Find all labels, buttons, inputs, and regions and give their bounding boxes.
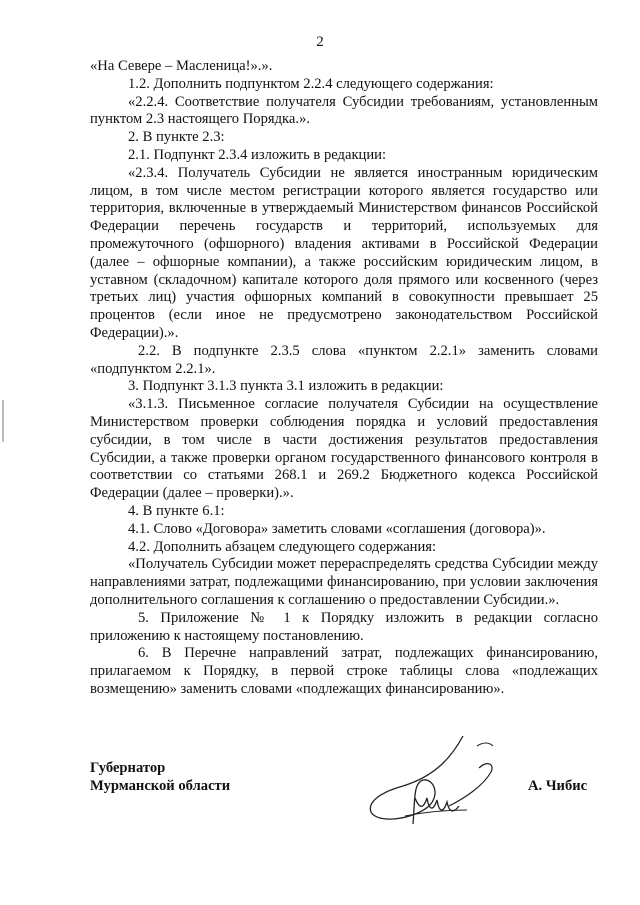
handwritten-signature-icon [355,728,515,828]
paragraph-2-1: 2.1. Подпункт 2.3.4 изложить в редакции: [128,146,387,163]
document-body [90,58,598,699]
signatory-title-line1: Губернатор [90,760,166,776]
paragraph-2: 2. В пункте 2.3: [128,129,225,146]
paragraph-2-2-4: «2.2.4. Соответствие получателя Субсидии требованиям, установленным пунктом 2.3 настоящего Порядка.». [90,93,598,128]
paragraph-1-2: 1.2. Дополнить подпунктом 2.2.4 следующего содержания: [128,75,494,92]
paragraph-3-1-3: «3.1.3. Письменное согласие получателя Субсидии на осуществление Министерством проверки соблюдения порядка и условий предоставления субсидии, в том числе в части достижения результатов предоставления Субсидии, а также проверки органом государственного финансового контроля в соответствии со статьями 268.1 и 269.2 Бюджетного кодекса Российской Федерации (далее – проверки).». [90,396,598,502]
paragraph-2-2: 2.2. В подпункте 2.3.5 слова «пунктом 2.2.1» заменить словами «подпунктом 2.2.1». [90,342,598,377]
paragraph-4-2-text: «Получатель Субсидии может перераспределять средства Субсидии между направлениями затрат, подлежащими финансированию, при условии заключения дополнительного соглашения к соглашению о предоставлении Субсидии.». [90,556,598,608]
paragraph-4-2: 4.2. Дополнить абзацем следующего содержания: [128,538,437,555]
scan-edge-mark [2,400,4,442]
signatory-name: А. Чибис [528,778,588,794]
paragraph-5: 5. Приложение № 1 к Порядку изложить в редакции согласно приложению к настоящему постановлению. [90,609,598,644]
page-number: 2 [316,34,324,50]
paragraph-6: 6. В Перечне направлений затрат, подлежащих финансированию, прилагаемом к Порядку, в первой строке таблицы слова «подлежащих возмещению» заменить словами «подлежащих финансированию». [90,645,598,697]
paragraph-2-3-4: «2.3.4. Получатель Субсидии не является иностранным юридическим лицом, в том числе местом регистрации которого является государство или территория, включенные в утверждаемый Министерством финансов Российской Федерации перечень государств и территорий, используемых для промежуточного (офшорного) владения активами в Российской Федерации (далее – офшорные компании), а также российским юридическим лицом, в уставном (складочном) капитале которого доля прямого или косвенного (через третьих лиц) участия офшорных компаний в совокупности превышает 25 процентов (если иное не предусмотрено законодательством Российской Федерации).». [90,164,598,341]
paragraph-4-1: 4.1. Слово «Договора» заметить словами «соглашения (договора)». [128,520,546,537]
signatory-title-line2: Мурманской области [90,778,231,794]
paragraph-3: 3. Подпункт 3.1.3 пункта 3.1 изложить в редакции: [128,378,444,395]
paragraph-4: 4. В пункте 6.1: [128,502,225,519]
paragraph-continuation: «На Севере – Масленица!».». [90,58,273,74]
signatory-title [90,759,230,795]
